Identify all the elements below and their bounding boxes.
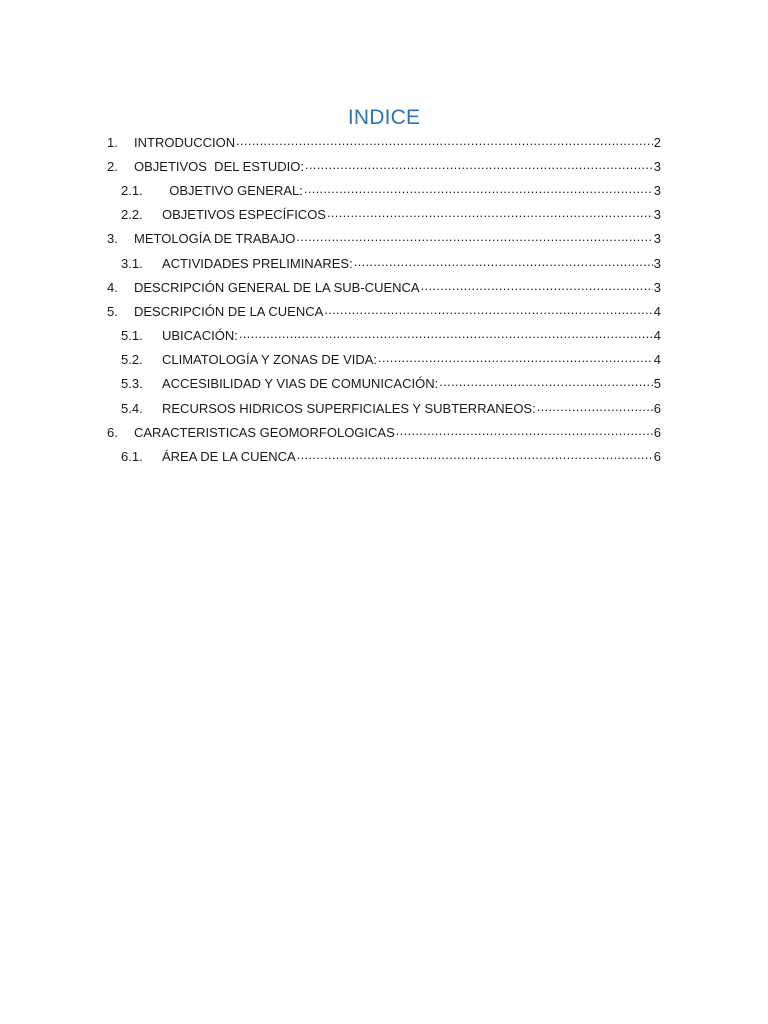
toc-leader-dots	[236, 136, 653, 149]
toc-leader-dots	[537, 402, 653, 415]
toc-entry[interactable]	[107, 154, 661, 178]
toc-leader-dots	[239, 329, 653, 342]
toc-entry-text: OBJETIVO GENERAL:	[162, 182, 303, 198]
toc-leader-dots	[378, 353, 653, 366]
toc-entry-text: DESCRIPCIÓN GENERAL DE LA SUB-CUENCA	[134, 279, 420, 295]
toc-entry-page: 6	[653, 400, 661, 416]
toc-leader-dots	[305, 160, 653, 173]
toc-entry[interactable]	[107, 396, 661, 420]
toc-entry[interactable]	[107, 203, 661, 227]
toc-entry-text: OBJETIVOS DEL ESTUDIO:	[134, 158, 304, 174]
toc-leader-dots	[327, 208, 653, 221]
toc-leader-dots	[439, 377, 653, 390]
toc-entry-number: 3.1.	[121, 255, 143, 271]
toc-entry-number: 2.2.	[121, 207, 143, 223]
toc-entry[interactable]	[107, 324, 661, 348]
toc-entry-page: 3	[653, 182, 661, 198]
toc-leader-dots	[324, 305, 653, 318]
toc-entry[interactable]	[107, 420, 661, 444]
toc-entry-text: RECURSOS HIDRICOS SUPERFICIALES Y SUBTERRANEOS:	[162, 400, 536, 416]
toc-entry[interactable]	[107, 275, 661, 299]
toc-entry-page: 4	[653, 352, 661, 368]
toc-entry-page: 2	[653, 134, 661, 150]
toc-entry-page: 3	[653, 279, 661, 295]
toc-leader-dots	[421, 281, 653, 294]
toc-leader-dots	[297, 450, 653, 463]
toc-entry-number: 5.4.	[121, 400, 143, 416]
toc-entry-page: 3	[653, 231, 661, 247]
toc-entry-text: UBICACIÓN:	[162, 328, 238, 344]
toc-entry-text: OBJETIVOS ESPECÍFICOS	[162, 207, 326, 223]
toc-entry[interactable]	[107, 348, 661, 372]
toc-entry-number: 5.1.	[121, 328, 143, 344]
toc-entry-text: METOLOGÍA DE TRABAJO	[134, 231, 296, 247]
toc-entry-page: 5	[653, 376, 661, 392]
toc-entry-text: ACCESIBILIDAD Y VIAS DE COMUNICACIÓN:	[162, 376, 439, 392]
toc-entry-text: DESCRIPCIÓN DE LA CUENCA	[134, 303, 324, 319]
toc-entry-number: 5.2.	[121, 352, 143, 368]
toc-entry-page: 6	[653, 424, 661, 440]
toc-entry-number: 6.1.	[121, 449, 143, 465]
toc-entry-number: 5.3.	[121, 376, 143, 392]
toc-entry[interactable]	[107, 444, 661, 468]
toc-entry[interactable]	[107, 299, 661, 323]
toc-entry-page: 3	[653, 207, 661, 223]
toc-entry-page: 3	[653, 255, 661, 271]
toc-entry-number: 2.	[107, 158, 118, 174]
toc-entry-number: 2.1.	[121, 182, 143, 198]
toc-entry-number: 3.	[107, 231, 118, 247]
toc-entry-page: 6	[653, 449, 661, 465]
toc-entry-number: 4.	[107, 279, 118, 295]
toc-entry-page: 3	[653, 158, 661, 174]
toc-entry-text: CARACTERISTICAS GEOMORFOLOGICAS	[134, 424, 395, 440]
toc-entry[interactable]	[107, 251, 661, 275]
table-of-contents	[107, 130, 661, 469]
toc-leader-dots	[304, 184, 653, 197]
toc-entry-text: CLIMATOLOGÍA Y ZONAS DE VIDA:	[162, 352, 378, 368]
toc-entry-text: INTRODUCCION	[134, 134, 236, 150]
toc-entry-number: 5.	[107, 303, 118, 319]
toc-leader-dots	[396, 426, 653, 439]
toc-entry[interactable]	[107, 130, 661, 154]
toc-entry[interactable]	[107, 227, 661, 251]
toc-leader-dots	[354, 257, 653, 270]
toc-entry-number: 1.	[107, 134, 118, 150]
toc-entry[interactable]	[107, 372, 661, 396]
toc-entry-page: 4	[653, 303, 661, 319]
toc-entry-text: ÁREA DE LA CUENCA	[162, 449, 296, 465]
toc-entry-text: ACTIVIDADES PRELIMINARES:	[162, 255, 353, 271]
toc-entry-page: 4	[653, 328, 661, 344]
toc-title: INDICE	[347, 106, 421, 129]
toc-leader-dots	[296, 232, 652, 245]
toc-entry[interactable]	[107, 178, 661, 202]
toc-entry-number: 6.	[107, 424, 118, 440]
